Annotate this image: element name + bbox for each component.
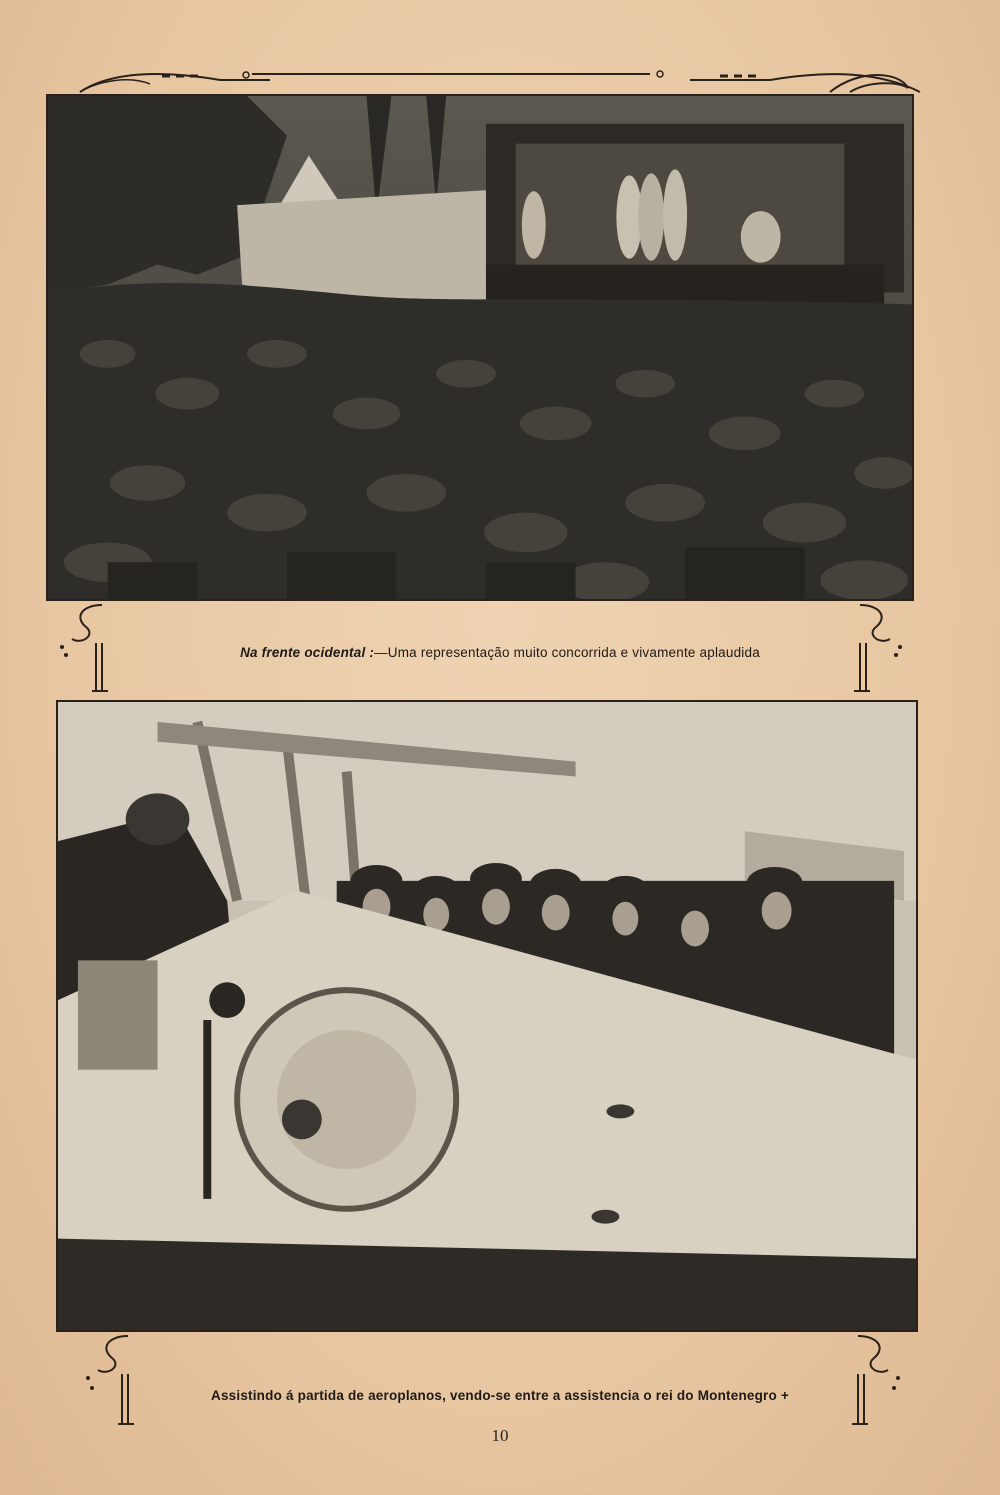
- page-number: 10: [491, 1426, 509, 1445]
- photo-aeroplane-departure: [56, 700, 918, 1332]
- aeroplane-scene-image: [58, 702, 916, 1330]
- photo-theatre-performance: [46, 94, 914, 601]
- theatre-scene-image: [48, 96, 912, 599]
- caption-aeroplanes: Assistindo á partida de aeroplanos, vendo-se entre a assistencia o rei do Montenegro +: [211, 1388, 789, 1403]
- right-scroll-ornament-2-icon: [850, 1334, 908, 1428]
- caption-theatre: [0, 645, 1000, 660]
- caption-theatre-lead: Na frente ocidental :: [240, 645, 375, 660]
- caption-theatre-text: —Uma representação muito concorrida e vivamente aplaudida: [374, 645, 760, 660]
- left-scroll-ornament-2-icon: [78, 1334, 136, 1428]
